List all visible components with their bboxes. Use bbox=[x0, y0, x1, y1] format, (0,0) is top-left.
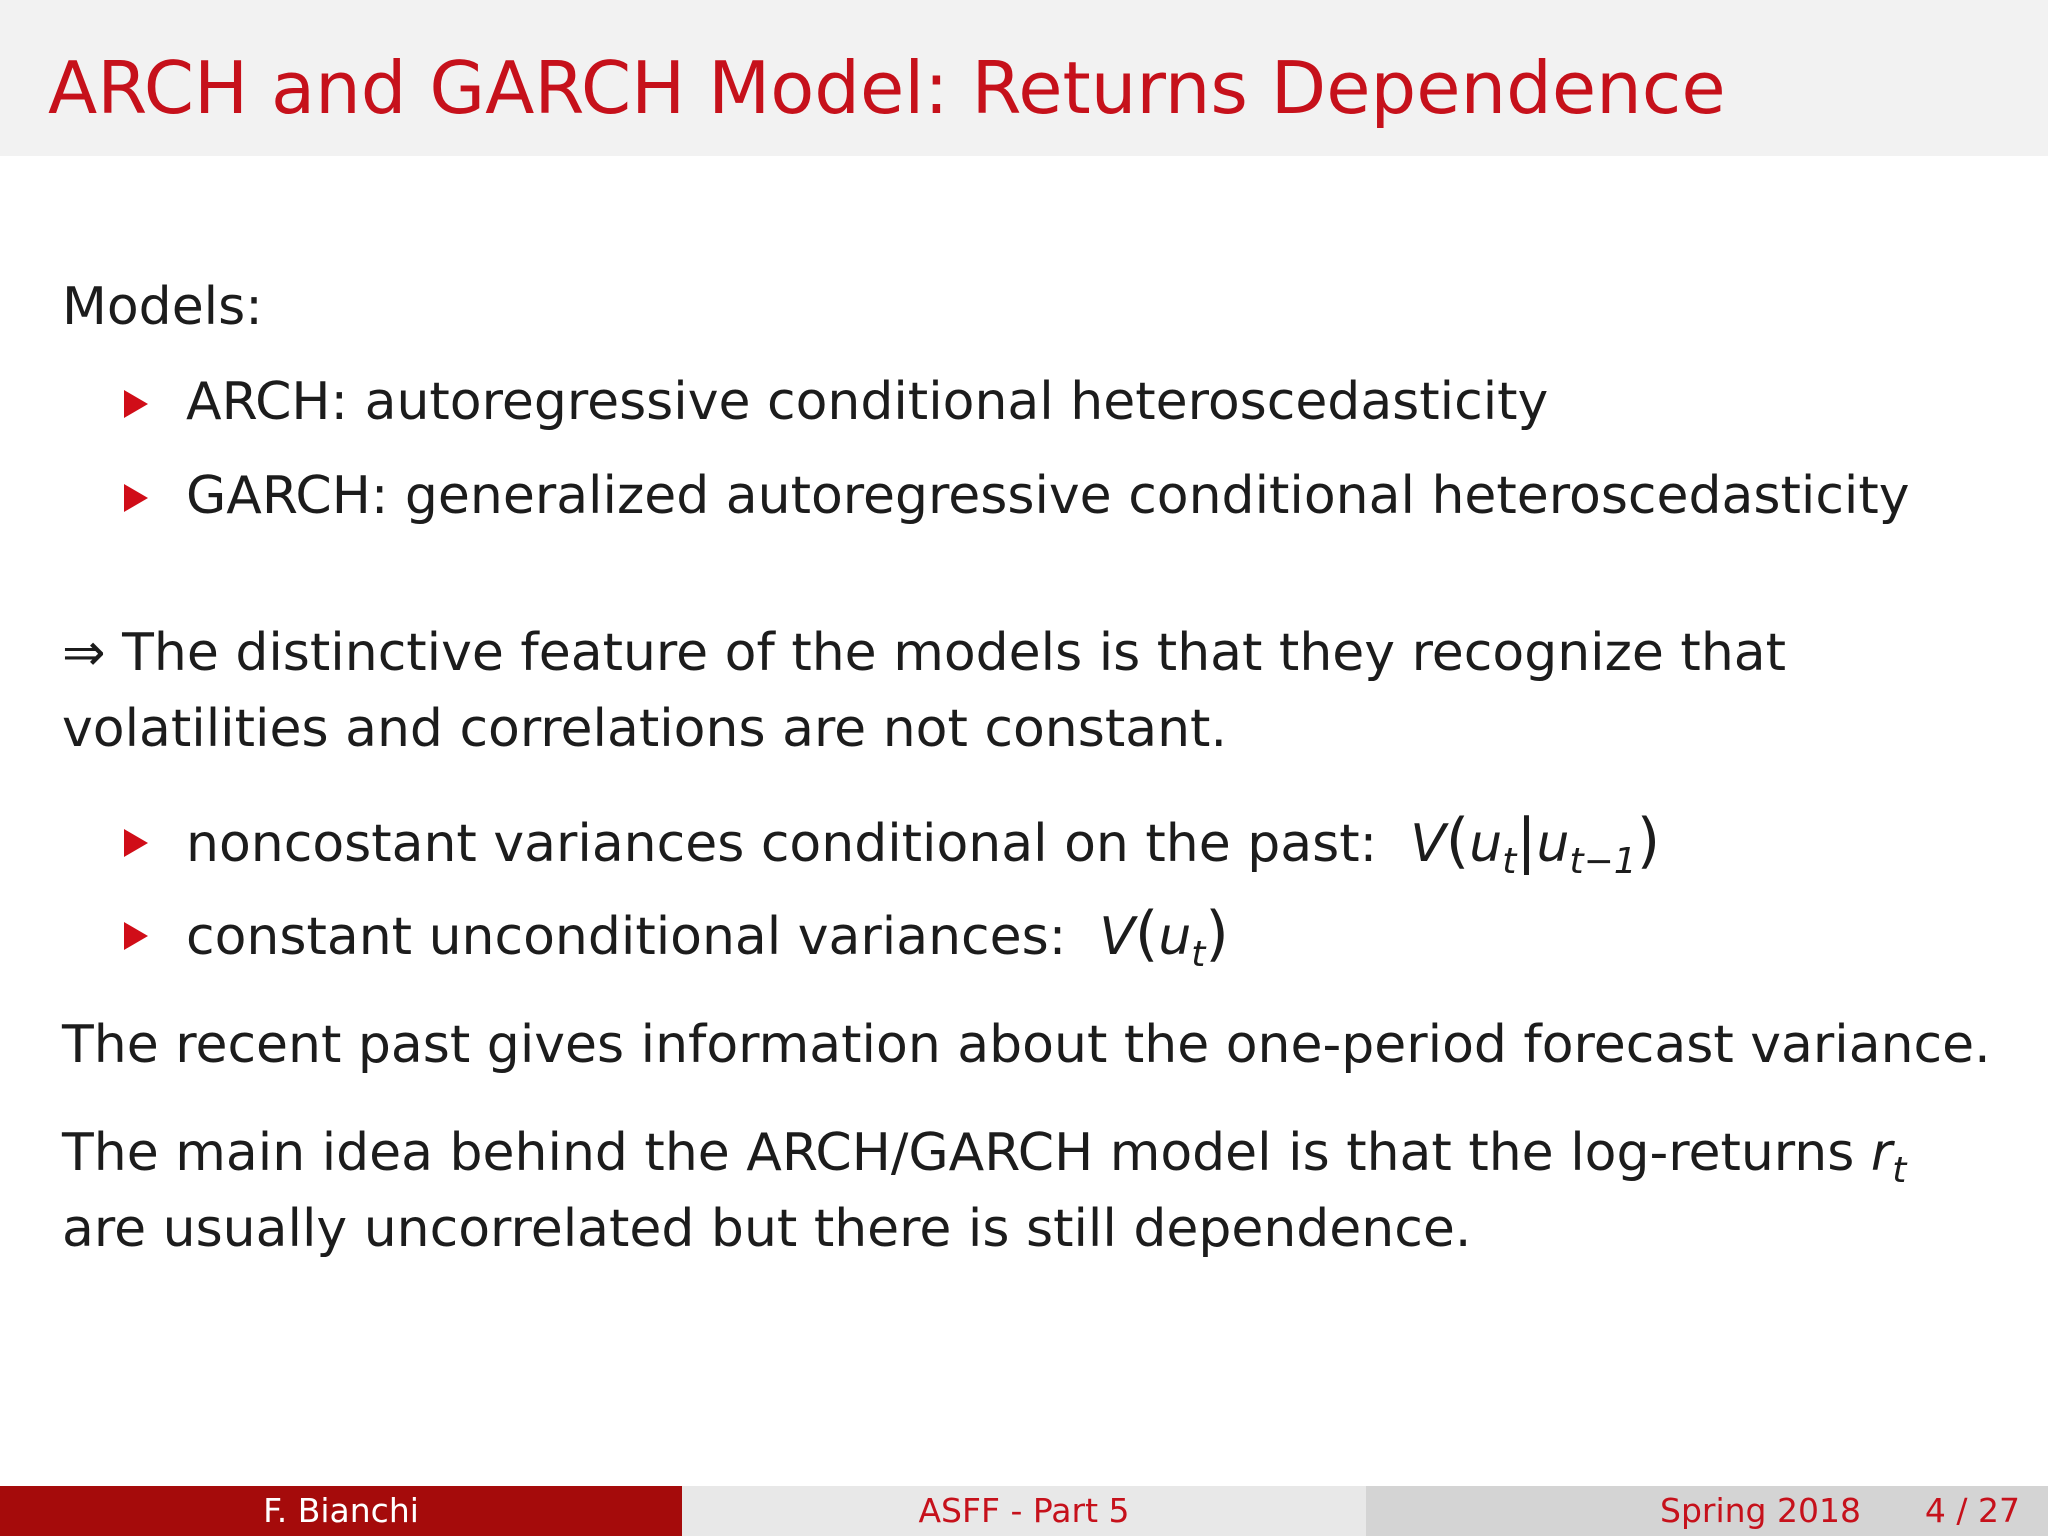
implication-text: The distinctive feature of the models is that they recognize that bbox=[122, 623, 1787, 683]
bullet-triangle-icon bbox=[124, 390, 148, 418]
models-heading: Models: bbox=[62, 277, 263, 337]
footer-date: Spring 2018 bbox=[1660, 1491, 1861, 1530]
recent-past-text: The recent past gives information about the one-period forecast variance. bbox=[62, 1015, 1991, 1075]
footer-right bbox=[1366, 1486, 2048, 1536]
main-idea-line-1 bbox=[62, 1122, 1906, 1202]
main-idea-line-2: are usually uncorrelated but there is still dependence. bbox=[62, 1199, 1472, 1259]
variance-conditional-text: noncostant variances conditional on the past: bbox=[186, 814, 1378, 874]
formula-log-returns: $r_t$ bbox=[1870, 1123, 1907, 1191]
formula-unconditional-variance: $V(u_t)$ bbox=[1099, 899, 1229, 975]
variance-bullet-unconditional bbox=[186, 899, 1229, 986]
title-bar bbox=[0, 0, 2048, 156]
formula-conditional-variance: $V(u_t|u_{t-1})$ bbox=[1410, 806, 1661, 882]
implies-arrow-icon: ⇒ bbox=[62, 623, 106, 683]
footer-author: F. Bianchi bbox=[0, 1486, 682, 1536]
models-bullet-garch: GARCH: generalized autoregressive conditional heteroscedasticity bbox=[186, 466, 1910, 526]
variance-bullet-conditional bbox=[186, 806, 1661, 893]
bullet-triangle-icon bbox=[124, 484, 148, 512]
bullet-triangle-icon bbox=[124, 829, 148, 857]
main-idea-text: The main idea behind the ARCH/GARCH model is that the log-returns bbox=[62, 1123, 1855, 1183]
variance-unconditional-text: constant unconditional variances: bbox=[186, 907, 1067, 967]
implication-line-2: volatilities and correlations are not constant. bbox=[62, 699, 1227, 759]
bullet-triangle-icon bbox=[124, 922, 148, 950]
footer-page-number: 4 / 27 bbox=[1924, 1491, 2020, 1530]
footer-course: ASFF - Part 5 bbox=[682, 1486, 1366, 1536]
footer-bar bbox=[0, 1486, 2048, 1536]
implication-line-1 bbox=[62, 622, 1786, 684]
models-bullet-arch: ARCH: autoregressive conditional heteroscedasticity bbox=[186, 372, 1549, 432]
slide-title: ARCH and GARCH Model: Returns Dependence bbox=[48, 46, 1726, 130]
